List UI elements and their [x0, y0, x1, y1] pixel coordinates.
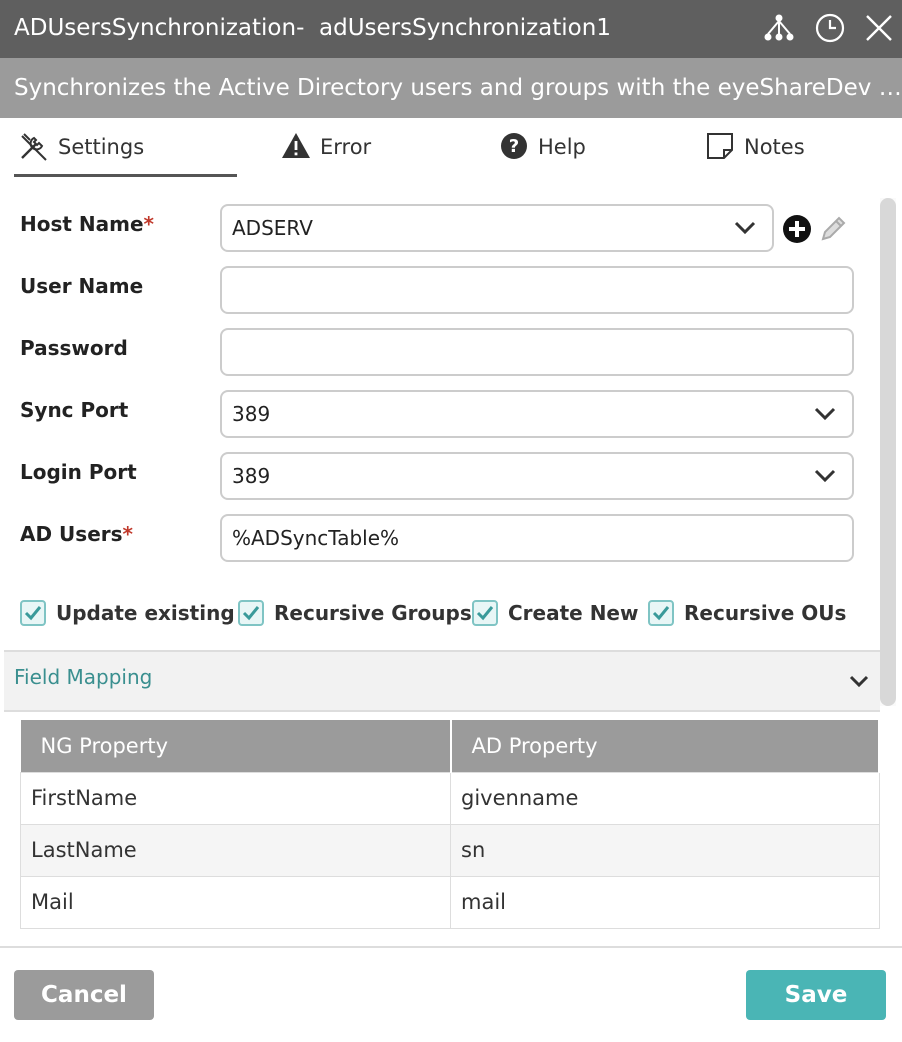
sync-port-select[interactable] — [220, 390, 854, 438]
cancel-button[interactable]: Cancel — [14, 970, 154, 1020]
table-row[interactable] — [21, 772, 880, 824]
sync-port-row — [20, 390, 854, 438]
edit-host-icon[interactable] — [818, 214, 848, 244]
password-input[interactable] — [220, 328, 854, 376]
svg-text:?: ? — [508, 136, 520, 157]
password-row — [20, 328, 854, 376]
ad-property-cell[interactable]: sn — [451, 824, 880, 876]
required-marker: * — [122, 522, 133, 546]
note-icon — [704, 130, 736, 162]
login-port-select[interactable] — [220, 452, 854, 500]
ad-users-label: AD Users* — [20, 522, 133, 546]
login-port-value: 389 — [232, 464, 271, 488]
update-existing-checkbox[interactable] — [20, 598, 235, 628]
user-name-label: User Name — [20, 274, 144, 298]
tab-label: Help — [538, 135, 586, 159]
checkbox-label: Create New — [508, 601, 639, 625]
footer-bar — [0, 948, 902, 1042]
checkbox-label: Recursive OUs — [684, 601, 847, 625]
question-icon — [498, 130, 530, 162]
tab-bar — [0, 118, 902, 180]
add-host-icon[interactable] — [782, 214, 812, 244]
table-header-row — [21, 720, 880, 772]
description-bar: Synchronizes the Active Directory users and groups with the eyeShareDev … — [0, 58, 902, 118]
sync-port-value: 389 — [232, 402, 271, 426]
hierarchy-icon[interactable] — [762, 11, 796, 45]
host-name-row — [20, 204, 854, 252]
chevron-down-icon — [848, 674, 870, 690]
recursive-groups-checkbox[interactable] — [238, 598, 472, 628]
tab-help[interactable] — [498, 130, 586, 180]
ad-users-row — [20, 514, 854, 562]
checkbox-checked-icon — [20, 600, 46, 626]
scrollbar-thumb[interactable] — [880, 198, 896, 706]
user-name-row — [20, 266, 854, 314]
checkbox-checked-icon — [238, 600, 264, 626]
ad-users-value: %ADSyncTable% — [232, 526, 400, 550]
ng-property-cell[interactable]: Mail — [21, 876, 451, 928]
password-label: Password — [20, 336, 128, 360]
field-mapping-table — [20, 720, 880, 929]
checkbox-checked-icon — [648, 600, 674, 626]
form-scrollbar[interactable] — [880, 198, 896, 706]
create-new-checkbox[interactable] — [472, 598, 638, 628]
field-mapping-header[interactable] — [4, 650, 880, 712]
chevron-down-icon — [814, 406, 836, 422]
tab-settings[interactable] — [18, 130, 144, 180]
save-button[interactable]: Save — [746, 970, 886, 1020]
chevron-down-icon — [734, 220, 756, 236]
tab-label: Notes — [744, 135, 805, 159]
active-tab-indicator — [14, 174, 237, 177]
tab-notes[interactable] — [704, 130, 805, 180]
title-bar — [0, 0, 902, 58]
ad-property-cell[interactable]: givenname — [451, 772, 880, 824]
ng-property-cell[interactable]: FirstName — [21, 772, 451, 824]
checkbox-checked-icon — [472, 600, 498, 626]
host-name-value: ADSERV — [232, 216, 313, 240]
login-port-row — [20, 452, 854, 500]
column-header: AD Property — [451, 720, 880, 772]
table-row[interactable] — [21, 876, 880, 928]
tools-icon — [18, 130, 50, 162]
ad-users-input[interactable] — [220, 514, 854, 562]
host-name-label: Host Name* — [20, 212, 155, 236]
table-row[interactable] — [21, 824, 880, 876]
options-group — [20, 598, 860, 628]
recursive-ous-checkbox[interactable] — [648, 598, 846, 628]
tab-error[interactable] — [280, 130, 371, 180]
field-mapping-title: Field Mapping — [14, 665, 153, 689]
login-port-label: Login Port — [20, 460, 137, 484]
column-header: NG Property — [21, 720, 451, 772]
required-marker: * — [143, 212, 155, 236]
user-name-input[interactable] — [220, 266, 854, 314]
tab-label: Settings — [58, 135, 145, 159]
tab-label: Error — [320, 135, 372, 159]
checkbox-label: Recursive Groups — [274, 601, 472, 625]
ad-property-cell[interactable]: mail — [451, 876, 880, 928]
ng-property-cell[interactable]: LastName — [21, 824, 451, 876]
checkbox-label: Update existing — [56, 601, 235, 625]
clock-icon[interactable] — [813, 11, 847, 45]
close-icon[interactable] — [862, 11, 896, 45]
chevron-down-icon — [814, 468, 836, 484]
window-title: ADUsersSynchronization- adUsersSynchronization1 — [14, 15, 611, 41]
warning-icon — [280, 130, 312, 162]
host-name-select[interactable] — [220, 204, 774, 252]
sync-port-label: Sync Port — [20, 398, 129, 422]
